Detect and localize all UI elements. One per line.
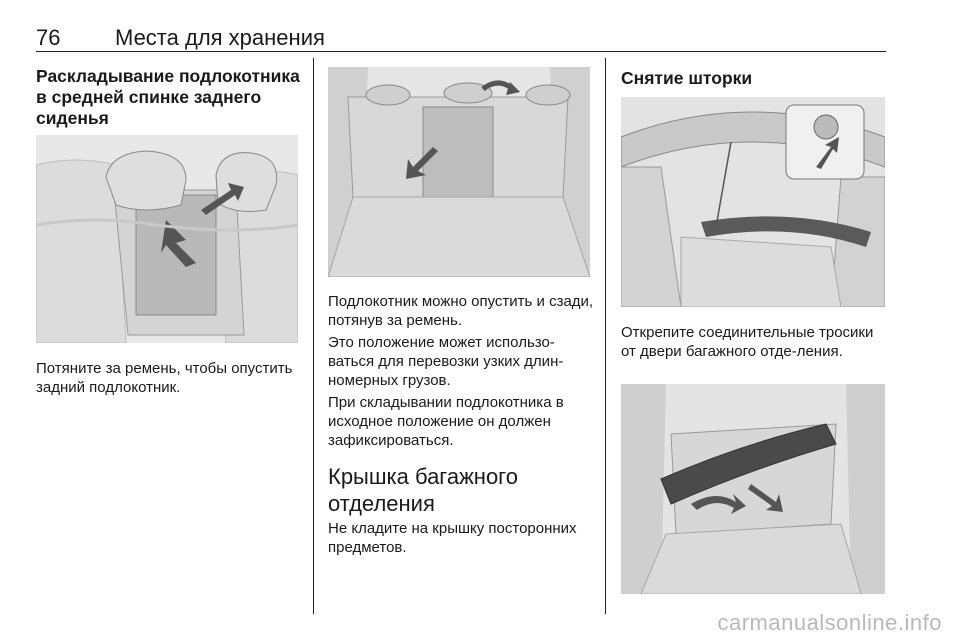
- trunk-armrest-illustration: [328, 67, 590, 277]
- site-watermark: carmanualsonline.info: [717, 610, 942, 635]
- tailgate-cord-illustration: [621, 97, 885, 307]
- armrest-illustration: [36, 135, 298, 343]
- section-title-cargo-cover: Крышка багажного отделения: [328, 464, 518, 516]
- paragraph-rear-access: Подлокотник можно опустить и сзади, потянув за ремень.: [328, 293, 594, 329]
- chapter-title: Места для хранения: [115, 25, 325, 50]
- page-number: 76: [36, 25, 61, 50]
- cord-caption: Открепите соединительные тросики от двери багажного отде-ления.: [621, 324, 874, 360]
- paragraph-cover-warning: Не кладите на крышку посторонних предметов.: [328, 520, 577, 556]
- header-divider: [36, 51, 886, 52]
- cover-removal-heading: Снятие шторки: [621, 68, 753, 88]
- armrest-heading: Раскладывание подлокотника в средней спинке заднего сиденья: [36, 66, 300, 128]
- paragraph-fold-back: При складывании подлокотника в исходное положение он должен зафиксироваться.: [328, 394, 564, 449]
- column-divider-2: [605, 58, 606, 614]
- column-divider-1: [313, 58, 314, 614]
- paragraph-long-cargo: Это положение может использо-ваться для перевозки узких длин-номерных грузов.: [328, 334, 564, 389]
- cargo-cover-illustration: [621, 384, 885, 594]
- armrest-caption: Потяните за ремень, чтобы опустить задний подлокотник.: [36, 360, 293, 396]
